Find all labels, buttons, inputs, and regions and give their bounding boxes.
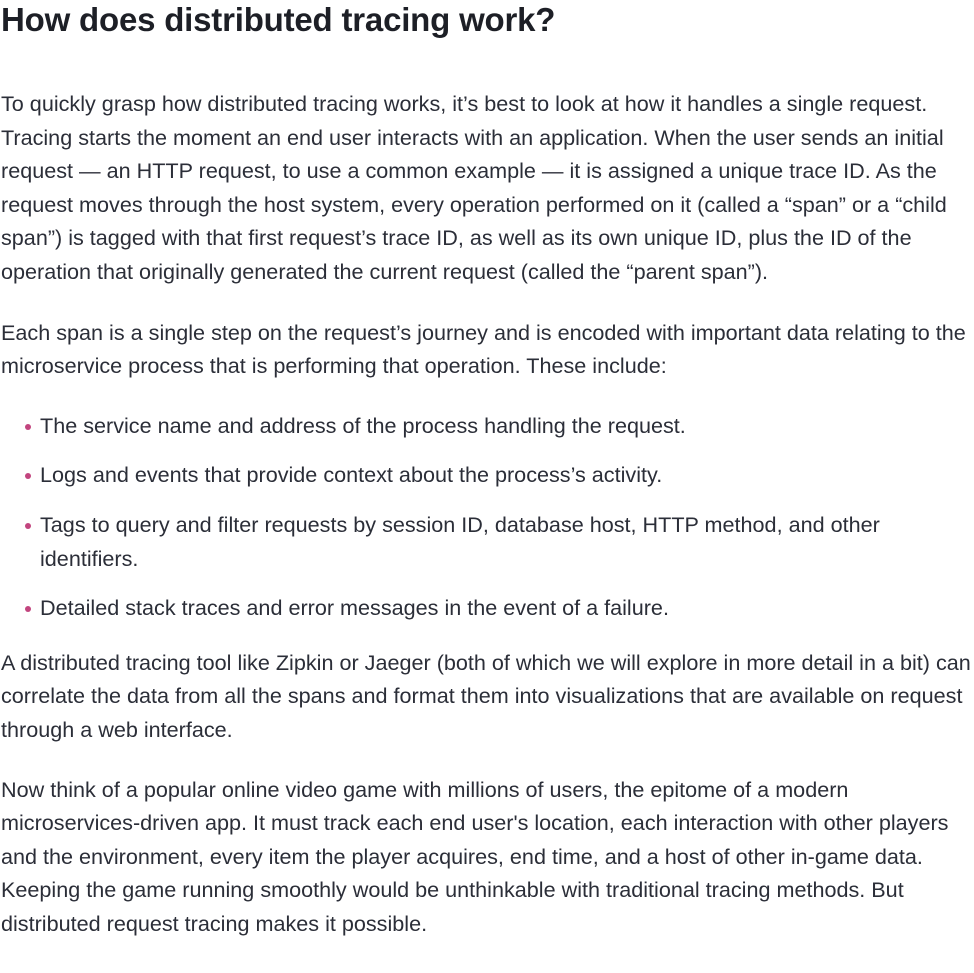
span-data-list	[1, 409, 973, 625]
paragraph-tracing-overview: To quickly grasp how distributed tracing works, it’s best to look at how it handles a single request. Tracing starts the moment an end user interacts with an application. When the user sends an initial request — an HTTP request, to use a common example — it is assigned a unique trace ID. As the request moves through the host system, every operation performed on it (called a “span” or a “child span”) is tagged with that first request’s trace ID, as well as its own unique ID, plus the ID of the operation that originally generated the current request (called the “parent span”).	[1, 91, 947, 284]
page-title: How does distributed tracing work?	[1, 1, 556, 38]
list-item	[1, 508, 973, 575]
list-item-text: Tags to query and filter requests by session ID, database host, HTTP method, and other identifiers.	[40, 511, 880, 571]
bullet-dot-icon	[25, 424, 31, 430]
paragraph-tracing-tools: A distributed tracing tool like Zipkin or Jaeger (both of which we will explore in more detail in a bit) can correlate the data from all the spans and format them into visualizations that are available on request through a web interface.	[1, 649, 971, 742]
paragraph-span-description: Each span is a single step on the request’s journey and is encoded with important data relating to the microservice process that is performing that operation. These include:	[1, 319, 966, 379]
article	[1, 0, 973, 940]
list-item-text: Logs and events that provide context about the process’s activity.	[40, 462, 663, 488]
bullet-dot-icon	[25, 523, 31, 529]
list-item-text: Detailed stack traces and error messages in the event of a failure.	[40, 595, 669, 621]
list-item	[1, 591, 973, 625]
list-item	[1, 458, 973, 492]
list-item	[1, 409, 973, 443]
list-item-text: The service name and address of the process handling the request.	[40, 412, 686, 438]
bullet-dot-icon	[25, 473, 31, 479]
bullet-dot-icon	[25, 606, 31, 612]
paragraph-video-game-example: Now think of a popular online video game with millions of users, the epitome of a modern microservices-driven app. It must track each end user's location, each interaction with other players and the environment, every item the player acquires, end time, and a host of other in-game data. Keeping the game running smoothly would be unthinkable with traditional tracing methods. But distributed request tracing makes it possible.	[1, 776, 949, 936]
